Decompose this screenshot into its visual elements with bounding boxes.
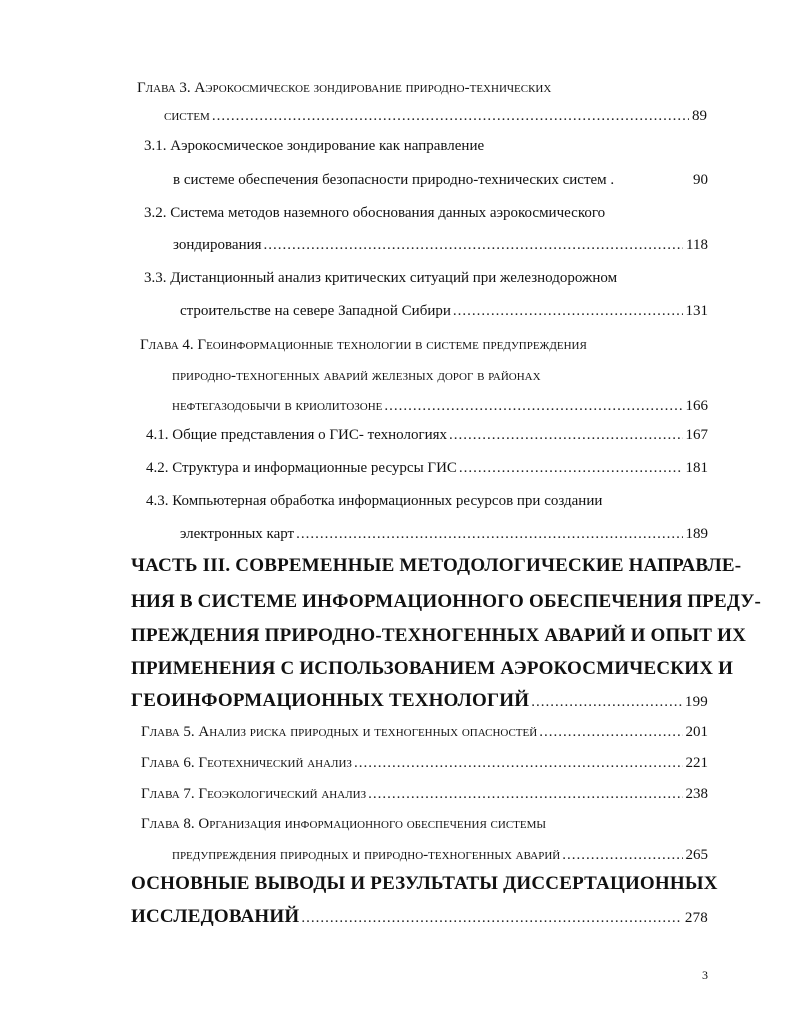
part-3-title-line1: ЧАСТЬ III. СОВРЕМЕННЫЕ МЕТОДОЛОГИЧЕСКИЕ НАПРАВЛЕ- xyxy=(131,555,742,576)
chapter-4-title-line1: Глава 4. Геоинформационные технологии в системе предупреждения xyxy=(140,337,587,353)
section-3-2-page: 118 xyxy=(686,237,708,253)
chapter-3-title-line1: Глава 3. Аэрокосмическое зондирование природно-технических xyxy=(137,80,552,96)
leader-dots xyxy=(453,301,683,321)
section-3-1-title-line1: 3.1. Аэрокосмическое зондирование как направление xyxy=(144,138,485,154)
chapter-8-page: 265 xyxy=(685,847,708,863)
leader-dots xyxy=(296,524,682,544)
section-3-1-title-line2: в системе обеспечения безопасности природно-технических систем . xyxy=(173,172,615,188)
leader-dots xyxy=(531,689,682,715)
chapter-3-page: 89 xyxy=(692,108,707,124)
chapter-8-title-line2: предупреждения природных и природно-техногенных аварий xyxy=(172,847,561,863)
toc-entry-section-4-2[interactable] xyxy=(146,458,708,478)
toc-entry-part-3[interactable] xyxy=(131,688,708,715)
toc-entry-chapter-4[interactable] xyxy=(172,396,708,416)
leader-dots xyxy=(449,425,682,445)
toc-entry-section-3-2[interactable] xyxy=(173,235,708,255)
conclusions-page: 278 xyxy=(684,910,708,926)
leader-dots xyxy=(539,722,682,742)
leader-dots xyxy=(212,106,689,126)
chapter-6-title: Глава 6. Геотехнический анализ xyxy=(141,755,352,771)
leader-dots xyxy=(301,905,682,931)
section-4-1-page: 167 xyxy=(685,427,708,443)
conclusions-title-line2: ИССЛЕДОВАНИЙ xyxy=(131,906,300,927)
toc-entry-section-4-1[interactable] xyxy=(146,425,708,445)
leader-dots xyxy=(264,235,684,255)
conclusions-title-line1: ОСНОВНЫЕ ВЫВОДЫ И РЕЗУЛЬТАТЫ ДИССЕРТАЦИОННЫХ xyxy=(131,873,718,894)
section-4-3-title-line2: электронных карт xyxy=(180,526,295,542)
section-3-3-title-line2: строительстве на севере Западной Сибири xyxy=(180,303,451,319)
section-3-2-title-line1: 3.2. Система методов наземного обоснования данных аэрокосмического xyxy=(144,205,606,221)
chapter-5-title: Глава 5. Анализ риска природных и техногенных опасностей xyxy=(141,724,538,740)
chapter-3-title-line2: систем xyxy=(164,108,210,124)
chapter-6-page: 221 xyxy=(685,755,708,771)
chapter-4-title-line2: природно-техногенных аварий железных дорог в районах xyxy=(172,368,541,384)
section-4-2-title: 4.2. Структура и информационные ресурсы ГИС xyxy=(146,460,457,476)
toc-entry-chapter-5[interactable] xyxy=(141,722,708,742)
section-3-1-page: 90 xyxy=(693,172,708,188)
section-3-3-title-line1: 3.3. Дистанционный анализ критических ситуаций при железнодорожном xyxy=(144,270,618,286)
page-number: 3 xyxy=(702,968,708,982)
leader-dots xyxy=(562,845,682,865)
leader-dots xyxy=(354,753,683,773)
toc-entry-section-4-3[interactable] xyxy=(180,524,708,544)
toc-entry-chapter-6[interactable] xyxy=(141,753,708,773)
chapter-8-title-line1: Глава 8. Организация информационного обеспечения системы xyxy=(141,816,546,832)
section-4-2-page: 181 xyxy=(685,460,708,476)
chapter-7-page: 238 xyxy=(685,786,708,802)
section-4-1-title: 4.1. Общие представления о ГИС- технологиях xyxy=(146,427,448,443)
chapter-4-title-line3: нефтегазодобычи в криолитозоне xyxy=(172,398,383,414)
chapter-7-title: Глава 7. Геоэкологический анализ xyxy=(141,786,367,802)
leader-dots xyxy=(459,458,683,478)
toc-entry-section-3-1[interactable] xyxy=(173,170,708,190)
section-4-3-title-line1: 4.3. Компьютерная обработка информационных ресурсов при создании xyxy=(146,493,603,509)
toc-entry-chapter-3[interactable] xyxy=(164,106,707,126)
toc-entry-section-3-3[interactable] xyxy=(180,301,708,321)
leader-dots xyxy=(368,784,682,804)
part-3-title-line4: ПРИМЕНЕНИЯ С ИСПОЛЬЗОВАНИЕМ АЭРОКОСМИЧЕСКИХ И xyxy=(131,658,734,679)
chapter-4-page: 166 xyxy=(685,398,708,414)
toc-entry-chapter-7[interactable] xyxy=(141,784,708,804)
toc-entry-conclusions[interactable] xyxy=(131,904,708,931)
part-3-page: 199 xyxy=(684,694,708,710)
toc-entry-chapter-8[interactable] xyxy=(172,845,708,865)
part-3-title-line5: ГЕОИНФОРМАЦИОННЫХ ТЕХНОЛОГИЙ xyxy=(131,690,530,711)
section-4-3-page: 189 xyxy=(685,526,708,542)
chapter-5-page: 201 xyxy=(685,724,708,740)
part-3-title-line2: НИЯ В СИСТЕМЕ ИНФОРМАЦИОННОГО ОБЕСПЕЧЕНИЯ ПРЕДУ- xyxy=(131,591,762,612)
leader-dots xyxy=(384,396,682,416)
section-3-2-title-line2: зондирования xyxy=(173,237,262,253)
section-3-3-page: 131 xyxy=(685,303,708,319)
part-3-title-line3: ПРЕЖДЕНИЯ ПРИРОДНО-ТЕХНОГЕННЫХ АВАРИЙ И ОПЫТ ИХ xyxy=(131,625,747,646)
